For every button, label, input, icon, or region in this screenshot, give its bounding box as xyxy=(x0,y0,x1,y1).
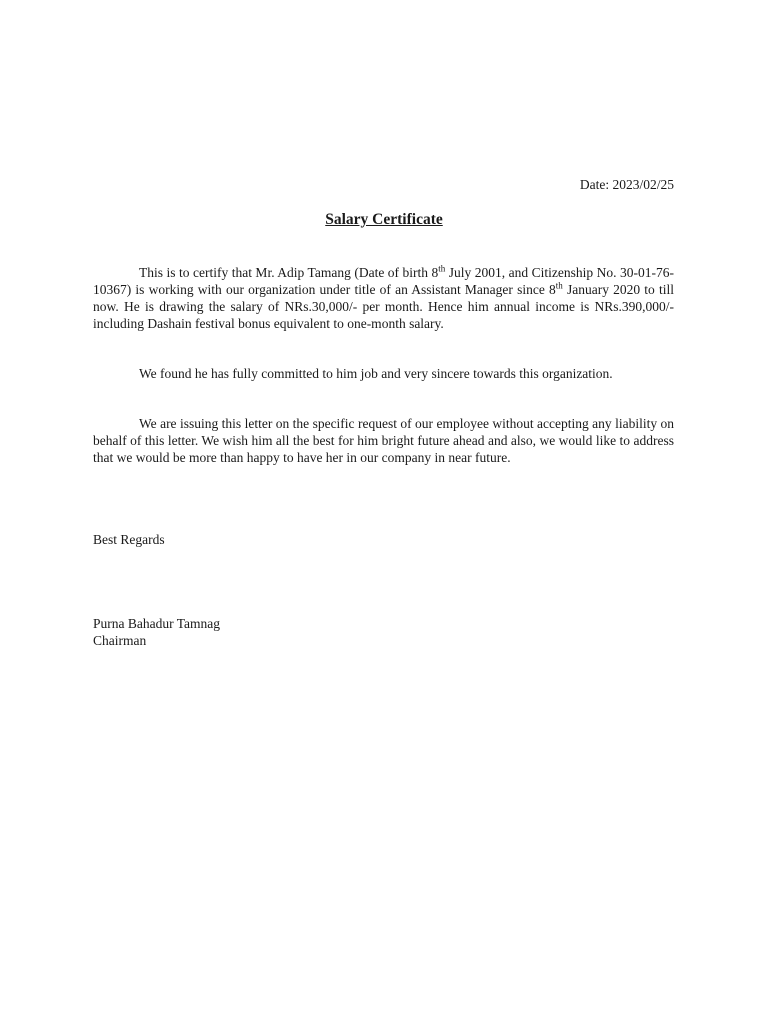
paragraph-certification-part1: This is to certify that Mr. Adip Tamang (Date of birth 8 xyxy=(139,265,439,280)
closing-regards: Best Regards xyxy=(93,532,165,547)
signatory-title: Chairman xyxy=(93,633,147,648)
paragraph-certification-part2: July 2001, and Citizenship No. 30-01-76-10367) is working with our organization under title of an Assistant Manager since 8 xyxy=(93,265,674,297)
paragraph-request-text: We are issuing this letter on the specific request of our employee without accepting any liability on behalf of this letter. We wish him all the best for him bright future ahead and also, we would like to address that we would be more than happy to have her in our company in near future. xyxy=(93,416,674,465)
paragraph-commitment-text: We found he has fully committed to him job and very sincere towards this organization. xyxy=(139,366,613,381)
paragraph-certification-part3: January 2020 to till now. He is drawing the salary of NRs.30,000/- per month. Hence him annual income is NRs.390,000/- including Dashain festival bonus equivalent to one-month salary. xyxy=(93,282,674,331)
paragraph-certification xyxy=(93,264,674,332)
signatory-name: Purna Bahadur Tamnag xyxy=(93,616,221,631)
letter-title: Salary Certificate xyxy=(325,211,443,228)
ordinal-suffix-joining: th xyxy=(555,280,563,291)
letter-date: Date: 2023/02/25 xyxy=(579,177,674,192)
paragraph-commitment xyxy=(93,365,674,382)
paragraph-request xyxy=(93,415,674,466)
ordinal-suffix-birth: th xyxy=(438,263,446,274)
